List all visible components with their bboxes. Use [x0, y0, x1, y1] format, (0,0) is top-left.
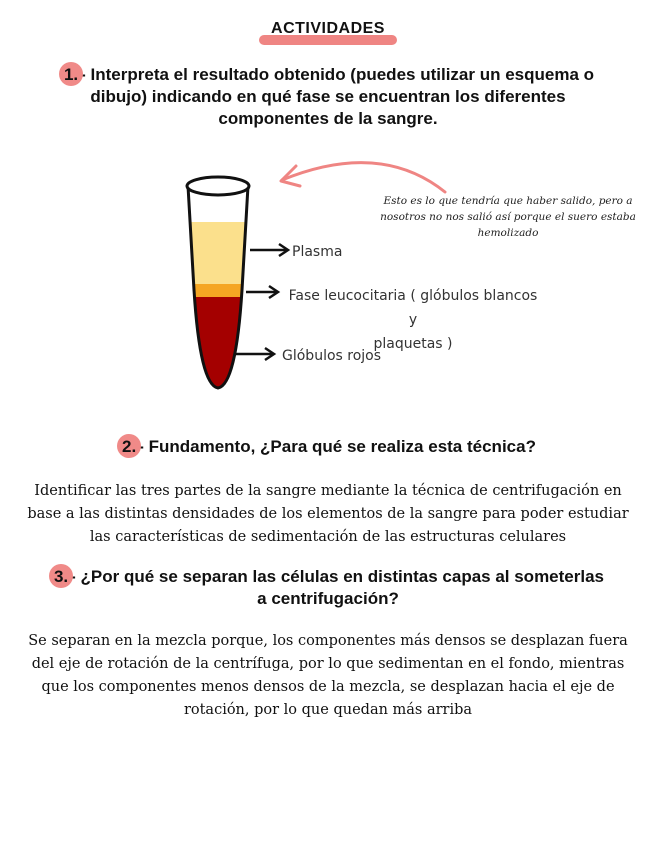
answer-2: Identificar las tres partes de la sangre mediante la técnica de centrifugación en base a las distintas densidades de los elementos de la sangre para poder estudiar las características de sedimentación de las estructuras celulares: [27, 483, 629, 545]
question-3-number: 3.: [53, 567, 69, 586]
leucocyte-layer: [180, 284, 260, 297]
question-1-number: 1.: [63, 65, 79, 84]
red-cells-layer: [180, 297, 260, 397]
question-1-line1: - Interpreta el resultado obtenido (puedes utilizar un esquema o: [80, 65, 595, 84]
question-1-line2: dibujo) indicando en qué fase se encuentran los diferentes: [90, 87, 566, 106]
question-3-line2: a centrifugación?: [257, 589, 399, 608]
question-1-line3: componentes de la sangre.: [218, 109, 438, 128]
answer-3: Se separan en la mezcla porque, los componentes más densos se desplazan fuera del eje de rotación de la centrífuga, por lo que sedimentan en el fondo, mientras que los componentes menos densos de la mezcla, se desplazan hacia el eje de rotación, por lo que quedan más arriba: [28, 633, 628, 718]
figure-note: Esto es lo que tendría que haber salido, pero a nosotros no nos salió así porque el suero estaba hemolizado: [380, 195, 636, 239]
label-leucocyte-line2: plaquetas ): [373, 336, 453, 352]
tube-mouth: [187, 177, 249, 195]
question-2-text: - Fundamento, ¿Para qué se realiza esta técnica?: [138, 437, 536, 456]
question-3: [18, 566, 638, 610]
label-plasma: Plasma: [292, 244, 343, 260]
page-title: ACTIVIDADES: [263, 16, 393, 46]
note-arrow: [282, 163, 445, 192]
question-2: [18, 436, 638, 458]
label-leucocyte-line1: Fase leucocitaria ( glóbulos blancos y: [288, 288, 538, 328]
question-2-number: 2.: [122, 437, 137, 456]
question-3-line1: - ¿Por qué se separan las células en distintas capas al someterlas: [70, 567, 605, 586]
label-red-cells: Glóbulos rojos: [282, 348, 382, 364]
